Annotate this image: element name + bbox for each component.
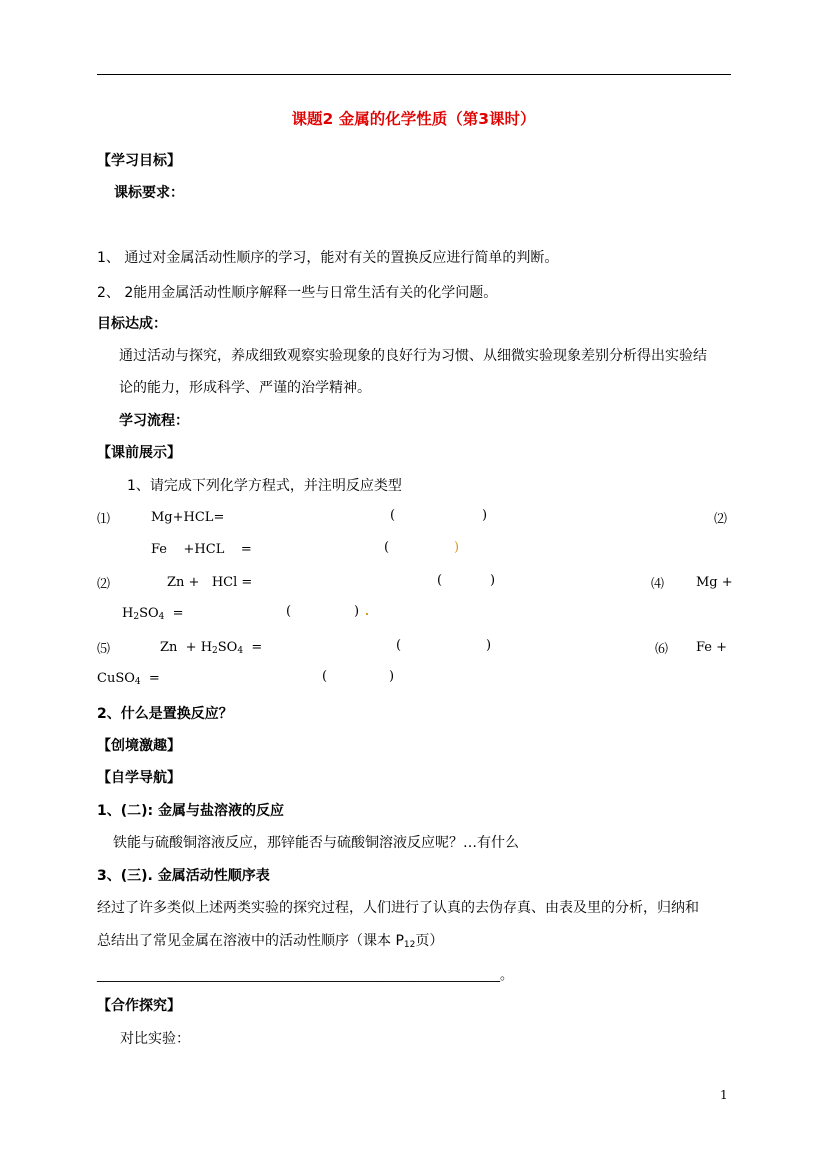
heading-inspire: 【创境激趣】 <box>97 738 181 754</box>
eq1-paren-right: ) <box>482 508 488 523</box>
req-2: 2、 2能用金属活动性顺序解释一些与日常生活有关的化学问题。 <box>97 285 498 301</box>
eq6-number: ⑹ <box>655 642 669 657</box>
eq2-text: Fe +HCL = <box>151 542 252 557</box>
heading-flow: 学习流程： <box>119 413 189 429</box>
part3-text-2: 总结出了常见金属在溶液中的活动性顺序（课本 $P_{12}$页） <box>97 933 444 950</box>
eq1-number: ⑴ <box>97 512 111 527</box>
page-number: 1 <box>720 1088 728 1102</box>
header-rule <box>97 74 731 75</box>
eq6-text-b: CuSO$_4$ = <box>97 671 160 687</box>
goal-text-2: 论的能力，形成科学、严谨的治学精神。 <box>119 380 371 396</box>
eq5-paren-right: ) <box>486 638 492 653</box>
eq5-number: ⑸ <box>97 642 111 657</box>
eq3-text: Zn + HCl = <box>167 575 253 590</box>
eq3-number: ⑵ <box>97 577 111 592</box>
eq4-paren-left: ( <box>286 604 292 619</box>
eq3-paren-right: ) <box>490 573 496 588</box>
part3-title: 3、(三). 金属活动性顺序表 <box>97 868 270 884</box>
answer-blank: ______________________________________________________________。 <box>97 968 514 983</box>
heading-goal-achieve: 目标达成： <box>97 316 167 332</box>
contrast-experiment: 对比实验： <box>120 1031 190 1047</box>
eq3-paren-left: ( <box>437 573 443 588</box>
eq6-paren-left: ( <box>322 669 328 684</box>
part3-text-1: 经过了许多类似上述两类实验的探究过程，人们进行了认真的去伪存真、由表及里的分析，归纳和 <box>97 900 699 916</box>
eq5-paren-left: ( <box>396 638 402 653</box>
eq4-paren-right: ) <box>354 604 360 619</box>
heading-curriculum-req: 课标要求： <box>114 185 184 201</box>
eq2-paren-right: ) <box>454 540 460 555</box>
eq4-text-b: $H_2SO_4$ = <box>122 606 184 622</box>
eq4-text-a: Mg + <box>696 575 733 590</box>
eq2-paren-left: ( <box>384 540 390 555</box>
part2-text: 铁能与硫酸铜溶液反应，那锌能否与硫酸铜溶液反应呢？…有什么 <box>113 835 519 851</box>
question-2: 2、什么是置换反应？ <box>97 706 233 722</box>
stray-dot <box>366 613 368 615</box>
eq4-number: ⑷ <box>651 577 665 592</box>
heading-learning-goals: 【学习目标】 <box>97 153 181 169</box>
heading-self-study: 【自学导航】 <box>97 770 181 786</box>
req-1: 1、 通过对金属活动性顺序的学习，能对有关的置换反应进行简单的判断。 <box>97 250 559 266</box>
eq6-paren-right: ) <box>389 669 395 684</box>
goal-text-1: 通过活动与探究，养成细致观察实验现象的良好行为习惯、从细微实验现象差别分析得出实验结 <box>119 348 707 364</box>
eq5-text: $Zn + H_2SO_4$ = <box>160 640 263 656</box>
heading-cooperate: 【合作探究】 <box>97 998 181 1014</box>
question-1: 1、请完成下列化学方程式，并注明反应类型 <box>127 478 402 494</box>
part2-title: 1、(二): 金属与盐溶液的反应 <box>97 803 285 819</box>
page-title: 课题2 金属的化学性质（第3课时） <box>291 110 536 128</box>
heading-preview: 【课前展示】 <box>97 445 181 461</box>
eq1-paren-left: ( <box>390 508 396 523</box>
eq2-number: ⑵ <box>714 512 728 527</box>
eq6-text-a: Fe + <box>696 640 728 655</box>
eq1-text: Mg+HCL= <box>151 510 225 525</box>
